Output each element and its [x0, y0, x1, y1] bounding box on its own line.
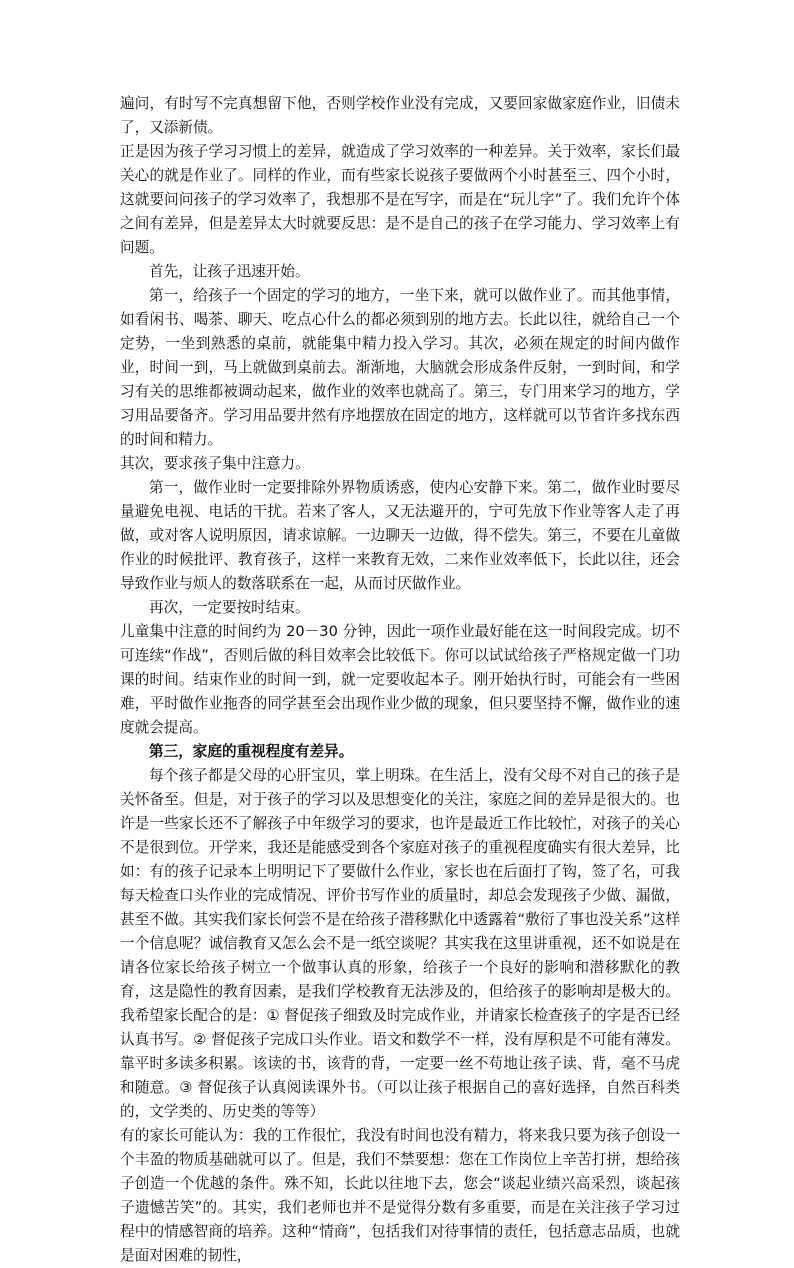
document-page: [120, 92, 680, 1268]
paragraph-busy-parents: 有的家长可能认为：我的工作很忙，我没有时间也没有精力，将来我只要为孩子创设一个丰盈的物质基础就可以了。但是，我们不禁要想：您在工作岗位上辛苦打拼，想给孩子创造一个优越的条件。殊不知，长此以往地下去，您会“谈起业绩兴高采烈，谈起孩子遗憾苦笑”的。其实，我们老师也并不是觉得分数有多重要，而是在关注孩子学习过程中的情感智商的培养。这种“情商”，包括我们对待事情的责任，包括意志品质，也就是面对困难的韧性，: [120, 1127, 680, 1264]
heading-finish-on-time: 再次，一定要按时结束。: [149, 599, 310, 616]
heading-family-attention: 第三，家庭的重视程度有差异。: [149, 743, 354, 760]
paragraph-remove-distractions: 第一，做作业时一定要排除外界物质诱惑，使内心安静下来。第二，做作业时要尽量避免电视、电话的干扰。若来了客人，又无法避开的，宁可先放下作业等客人走了再做，或对客人说明原因，请求谅解。一边聊天一边做，得不偿失。第三，不要在儿童做作业的时候批评、教育孩子，这样一来教育无效，二来作业效率低下，长此以往，还会导致作业与烦人的数落联系在一起，从而讨厌做作业。: [120, 479, 680, 592]
paragraph-homework-debt: 遍问，有时写不完真想留下他，否则学校作业没有完成，又要回家做家庭作业，旧债未了，又添新债。: [120, 95, 680, 136]
heading-concentrate: 其次，要求孩子集中注意力。: [120, 455, 310, 472]
paragraph-fixed-study-place: 第一，给孩子一个固定的学习的地方，一坐下来，就可以做作业了。而其他事情，如看闲书、喝茶、聊天、吃点心什么的都必须到别的地方去。长此以往，就给自己一个定势，一坐到熟悉的桌前，就能集中精力投入学习。其次，必须在规定的时间内做作业，时间一到，马上就做到桌前去。渐渐地，大脑就会形成条件反射，一到时间，和学习有关的思维都被调动起来，做作业的效率也就高了。第三，专门用来学习的地方，学习用品要备齐。学习用品要井然有序地摆放在固定的地方，这样就可以节省许多找东西的时间和精力。: [120, 287, 680, 448]
paragraph-attention-span: 儿童集中注意的时间约为 20－30 分钟，因此一项作业最好能在这一时间段完成。切不可连续“作战”，否则后做的科目效率会比较低下。你可以试试给孩子严格规定做一门功课的时间。结束作业的时间一到，就一定要收起本子。刚开始执行时，可能会有一些困难，平时做作业拖沓的同学甚至会出现作业少做的现象，但只要坚持不懈，做作业的速度就会提高。: [120, 623, 680, 736]
paragraph-efficiency-difference: 正是因为孩子学习习惯上的差异，就造成了学习效率的一种差异。关于效率，家长们最关心的就是作业了。同样的作业，而有些家长说孩子要做两个小时甚至三、四个小时，这就要问问孩子的学习效率了，我想那不是在写字，而是在“玩儿字”了。我们允许个体之间有差异，但是差异太大时就要反思：是不是自己的孩子在学习能力、学习效率上有问题。: [120, 143, 680, 256]
paragraph-parent-attention: 每个孩子都是父母的心肝宝贝，掌上明珠。在生活上，没有父母不对自己的孩子是关怀备至。但是，对于孩子的学习以及思想变化的关注，家庭之间的差异是很大的。也许是一些家长还不了解孩子中年级学习的要求，也许是最近工作比较忙，对孩子的关心不是很到位。开学来，我还是能感受到各个家庭对孩子的重视程度确实有很大差异，比如：有的孩子记录本上明明记下了要做什么作业，家长也在后面打了钩，签了名，可我每天检查口头作业的完成情况、评价书写作业的质量时，却总会发现孩子少做、漏做，甚至不做。其实我们家长何尝不是在给孩子潜移默化中透露着“敷衍了事也没关系”这样一个信息呢？诚信教育又怎么会不是一纸空谈呢？其实我在这里讲重视，还不如说是在请各位家长给孩子树立一个做事认真的形象，给孩子一个良好的影响和潜移默化的教育，这是隐性的教育因素，是我们学校教育无法涉及的，但给孩子的影响却是极大的。我希望家长配合的是：① 督促孩子细致及时完成作业，并请家长检查孩子的字是否已经认真书写。② 督促孩子完成口头作业。语文和数学不一样，没有厚积是不可能有薄发。靠平时多读多积累。该读的书，该背的背，一定要一丝不苟地让孩子读、背，毫不马虎和随意。③ 督促孩子认真阅读课外书。（可以让孩子根据自己的喜好选择，自然百科类的，文学类的、历史类的等等）: [120, 767, 680, 1120]
heading-start-quickly: 首先，让孩子迅速开始。: [149, 263, 310, 280]
